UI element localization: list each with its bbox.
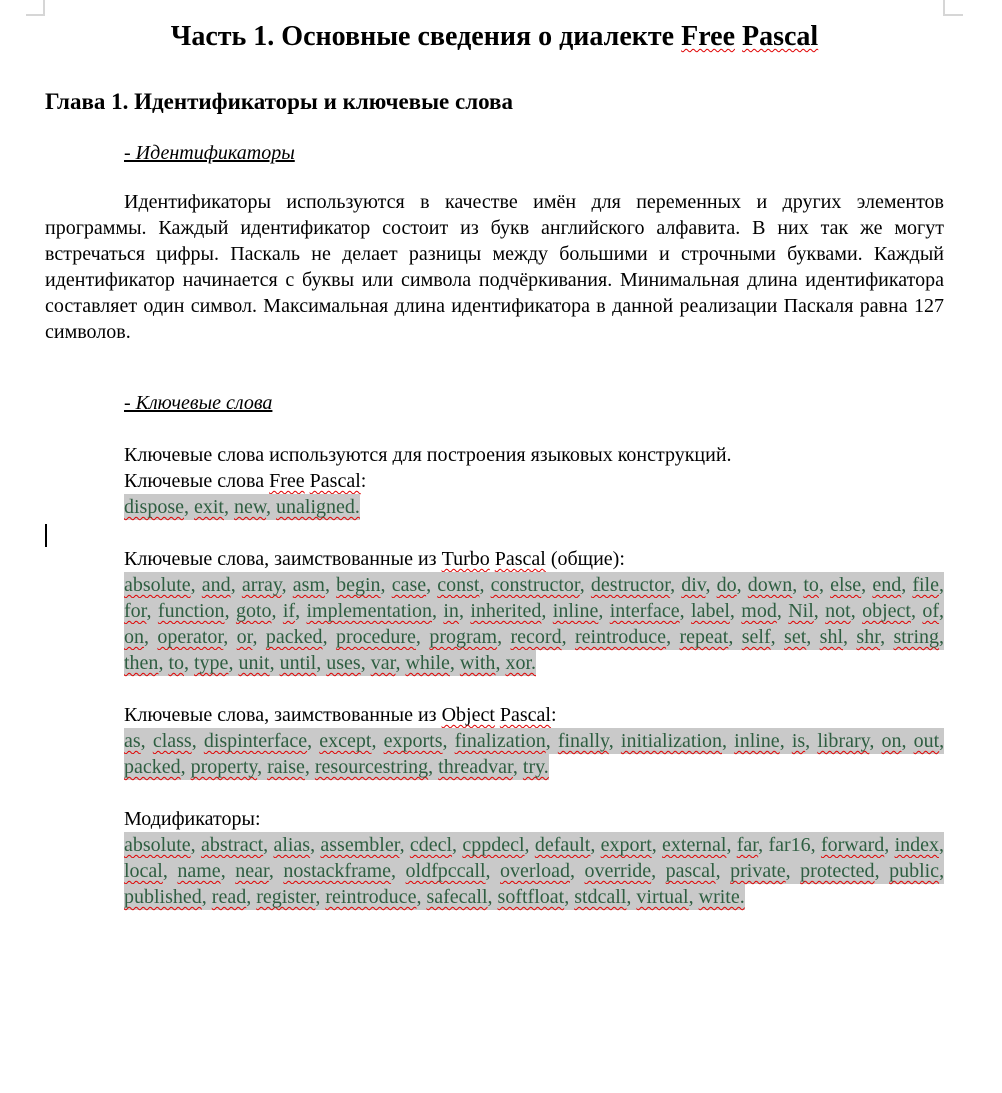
text-boundary-corner-top-left: [26, 0, 45, 16]
turbo-pascal-keywords-label: Ключевые слова, заимствованные из Turbo Pascal (общие):: [124, 548, 625, 570]
free-pascal-keywords-label: Ключевые слова Free Pascal:: [124, 470, 367, 492]
subheading-identifiers: - Идентификаторы: [124, 142, 295, 164]
object-pascal-brand: Object Pascal: [441, 704, 551, 726]
modifiers-label: Модификаторы:: [124, 808, 261, 830]
identifiers-paragraph: Идентификаторы используются в качестве имён для переменных и других элементов программы. Каждый идентификатор состоит из букв английского алфавита. В них так же могут встречаться цифры. Паскаль не делает разницы между большими и строчными буквами. Каждый идентификатор начинается с буквы или символа подчёркивания. Минимальная длина идентификатора составляет один символ. Максимальная длина идентификатора в данной реализации Паскаля равна 127 символов.: [45, 191, 944, 343]
text-boundary-corner-top-right: [943, 0, 963, 16]
modifiers-list: absolute, abstract, alias, assembler, cdecl, cppdecl, default, export, external, far, far16, forward, index, local, name, near, nostackframe, oldfpccall, overload, override, pascal, private, protected, public, published, read, register, reintroduce, safecall, softfloat, stdcall, virtual, write.: [124, 834, 945, 908]
chapter-heading: Глава 1. Идентификаторы и ключевые слова: [45, 89, 513, 114]
free-pascal-keywords-list: dispose, exit, new, unaligned.: [124, 496, 360, 518]
turbo-pascal-keywords-list: absolute, and, array, asm, begin, case, const, constructor, destructor, div, do, down, to, else, end, file, for, function, goto, if, implementation, in, inherited, inline, interface, label, mod, Nil, not, object, of, on, operator, or, packed, procedure, program, record, reintroduce, repeat, self, set, shl, shr, string, then, to, type, unit, until, uses, var, while, with, xor.: [124, 574, 945, 674]
page-title-brand: Free Pascal: [681, 21, 819, 52]
object-pascal-keywords-list: as, class, dispinterface, except, exports, finalization, finally, initialization, inline, is, library, on, out, packed, property, raise, resourcestring, threadvar, try.: [124, 730, 945, 778]
page-title-text: Часть 1. Основные сведения о диалекте: [170, 21, 682, 52]
text-cursor: [45, 524, 47, 547]
document-page[interactable]: [45, 20, 944, 910]
subheading-keywords: - Ключевые слова: [124, 392, 273, 414]
page-title: [45, 20, 944, 54]
keywords-intro: Ключевые слова используются для построения языковых конструкций.: [124, 444, 732, 466]
free-pascal-brand: Free Pascal: [269, 470, 361, 492]
turbo-pascal-brand: Turbo Pascal: [441, 548, 546, 570]
object-pascal-keywords-label: Ключевые слова, заимствованные из Object Pascal:: [124, 704, 557, 726]
